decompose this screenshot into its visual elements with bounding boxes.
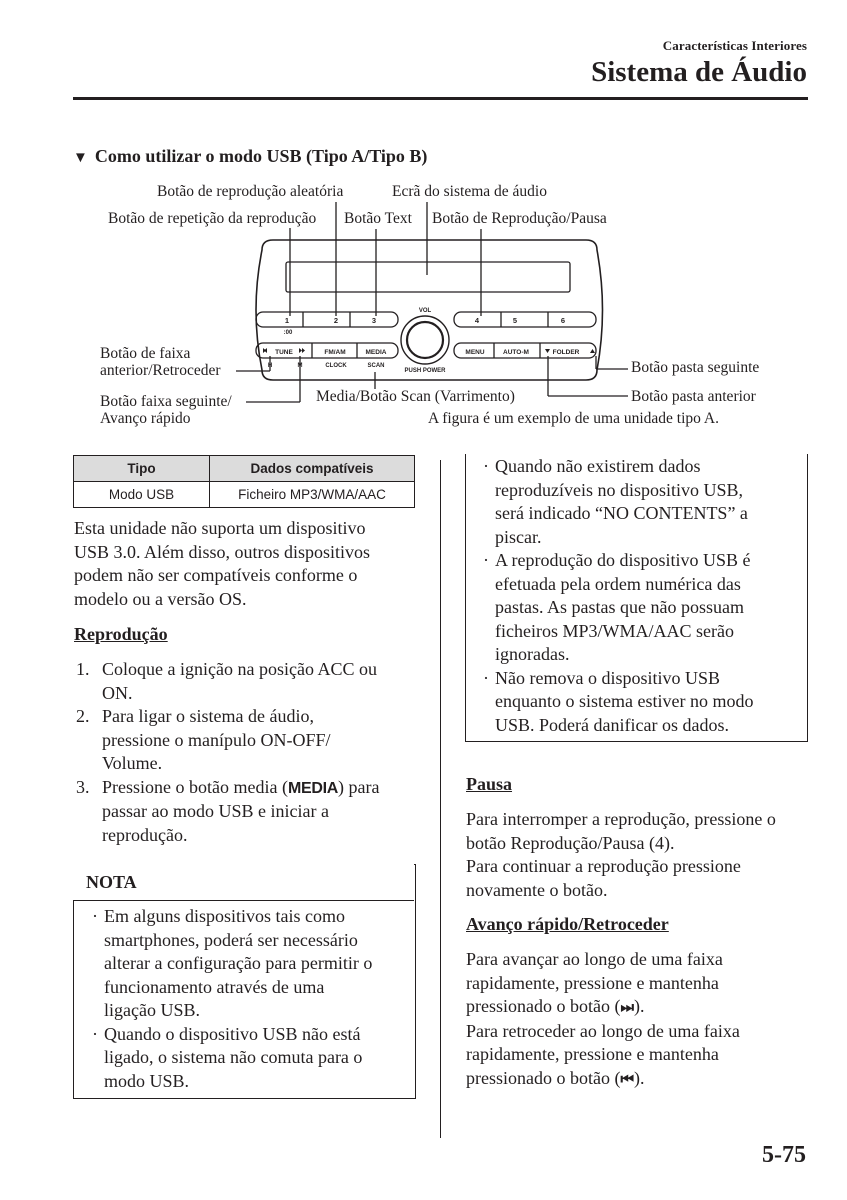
preset-sub-00: :00: [283, 330, 293, 336]
step-item: [74, 658, 419, 705]
next-track-icon: [299, 348, 302, 353]
step-item: [74, 776, 419, 848]
intro-line: Esta unidade não suporta um dispositivo: [74, 518, 366, 538]
clock-label: CLOCK: [325, 363, 347, 369]
table-header: Dados compatíveis: [210, 456, 415, 482]
nota-line: modo USB.: [104, 1070, 190, 1091]
bullet-dot: ·: [483, 550, 489, 570]
pausa-line: Para continuar a reprodução pressione: [466, 856, 741, 876]
nota-line: efetuada pela ordem numérica das: [495, 573, 741, 594]
label-text: Botão Text: [344, 210, 412, 227]
unit-display: [286, 262, 570, 292]
table-header-row: [74, 456, 415, 482]
label-next-folder: Botão pasta seguinte: [631, 359, 760, 376]
section-title-text: Como utilizar o modo USB (Tipo A/Tipo B): [94, 146, 428, 166]
step-text: ) para: [338, 776, 380, 797]
nota-title: NOTA: [86, 872, 137, 892]
nota-line: Quando o dispositivo USB não está: [104, 1023, 361, 1044]
figure-caption: A figura é um exemplo de uma unidade tipo A.: [428, 410, 719, 427]
nota-line: piscar.: [495, 526, 542, 547]
nota-line: A reprodução do dispositivo USB é: [495, 550, 751, 570]
scan-label: SCAN: [367, 363, 385, 369]
volume-knob: [401, 316, 449, 364]
push-power-label: PUSH POWER: [404, 368, 446, 374]
avanco-line: Para retroceder ao longo de uma faixa: [466, 1020, 740, 1041]
tune-button-label: TUNE: [275, 349, 293, 356]
table-row: [74, 482, 415, 508]
table-cell: Modo USB: [74, 482, 210, 508]
page-number: 5-75: [762, 1142, 806, 1168]
nota-line: Não remova o dispositivo USB: [495, 667, 720, 688]
folder-button-label: FOLDER: [552, 349, 580, 356]
nota-line: ficheiros MP3/WMA/AAC serão: [495, 620, 734, 641]
preset-3: 3: [371, 316, 377, 325]
label-next-track-2: Avanço rápido: [100, 410, 191, 427]
step-number: 2.: [76, 706, 90, 726]
nota-line: USB. Poderá danificar os dados.: [495, 714, 729, 735]
volume-knob-inner: [407, 322, 443, 358]
step-line: Para ligar o sistema de áudio,: [102, 706, 314, 726]
media-key-symbol: MEDIA: [287, 779, 339, 797]
pausa-paragraph: [466, 808, 811, 902]
step-line: passar ao modo USB e iniciar a: [102, 801, 329, 821]
avanco-paragraph: [466, 948, 811, 1091]
autom-button-label: AUTO-M: [503, 349, 529, 356]
nota-item: [83, 905, 413, 1023]
preset-row-left: [256, 312, 398, 327]
avanco-text: ).: [633, 1067, 645, 1088]
subheading-reproducao: Reprodução: [74, 624, 168, 644]
fmam-button-label: FM/AM: [324, 349, 346, 356]
nota-line: Quando não existirem dados: [495, 456, 701, 476]
pausa-line: Para interromper a reprodução, pressione o: [466, 809, 776, 829]
bullet-dot: ·: [92, 1023, 98, 1044]
preset-1: 1: [284, 316, 290, 325]
avanco-line: [466, 1067, 811, 1092]
pausa-line: botão Reprodução/Pausa (4).: [466, 832, 675, 853]
avanco-line: [466, 995, 811, 1020]
subheading-pausa: Pausa: [466, 774, 513, 794]
nota-line: Em alguns dispositivos tais como: [104, 906, 345, 926]
avanco-text: pressionado o botão (: [466, 996, 621, 1016]
nota-line: enquanto o sistema estiver no modo: [495, 691, 754, 711]
steps-list: [74, 658, 419, 847]
bullet-dot: ·: [92, 906, 98, 926]
subheading-avanco: Avanço rápido/Retroceder: [466, 914, 669, 934]
label-display: Ecrã do sistema de áudio: [392, 183, 547, 200]
step-item: [74, 705, 419, 776]
triangle-down-icon: ▼: [73, 150, 88, 166]
sub-m: M: [297, 363, 303, 369]
column-divider: [440, 460, 441, 1138]
fast-forward-icon: ⏭: [620, 998, 634, 1016]
nota-item: [474, 549, 806, 667]
label-shuffle: Botão de reprodução aleatória: [157, 183, 344, 200]
intro-paragraph: [74, 517, 419, 611]
folder-up-icon: [590, 349, 595, 353]
label-next-track-1: Botão faixa seguinte/: [100, 393, 232, 410]
intro-line: podem não ser compatíveis conforme o: [74, 565, 358, 585]
nota-item: [474, 455, 806, 549]
sub-h: H: [267, 363, 273, 369]
step-line: ON.: [102, 682, 133, 703]
nota-line: reproduzíveis no dispositivo USB,: [495, 479, 743, 500]
step-line: Coloque a ignição na posição ACC ou: [102, 659, 377, 679]
intro-line: modelo ou a versão OS.: [74, 588, 247, 609]
nota-line: será indicado “NO CONTENTS” a: [495, 503, 748, 523]
step-number: 1.: [76, 659, 90, 679]
nota-line: ignoradas.: [495, 644, 570, 664]
step-line: Volume.: [102, 753, 163, 773]
nota-line: alterar a configuração para permitir o: [104, 953, 373, 973]
preset-2: 2: [333, 316, 339, 325]
label-prev-track-1: Botão de faixa: [100, 345, 191, 362]
running-header-section: Características Interiores: [662, 38, 807, 53]
avanco-text: pressionado o botão (: [466, 1067, 621, 1088]
step-text: Pressione o botão media (: [102, 776, 288, 797]
label-media-scan: Media/Botão Scan (Varrimento): [316, 388, 515, 405]
label-repeat: Botão de repetição da reprodução: [108, 210, 317, 227]
pausa-line: novamente o botão.: [466, 879, 608, 900]
compat-table: [73, 455, 415, 508]
nota-line: ligação USB.: [104, 1000, 200, 1020]
nota-item: [83, 1023, 413, 1094]
label-play-pause: Botão de Reprodução/Pausa: [432, 210, 607, 227]
nota-item: [474, 667, 806, 738]
bullet-dot: ·: [483, 667, 489, 688]
nota-continuation-list: [474, 455, 806, 737]
preset-6: 6: [560, 316, 566, 325]
media-button-label: MEDIA: [365, 349, 387, 356]
nota-line: funcionamento através de uma: [104, 976, 325, 997]
avanco-line: rapidamente, pressione e mantenha: [466, 1044, 719, 1064]
preset-4: 4: [474, 316, 480, 325]
rewind-icon: ⏮: [620, 1069, 634, 1088]
avanco-line: rapidamente, pressione e mantenha: [466, 972, 719, 993]
step-line: reprodução.: [102, 824, 188, 845]
step-line: [102, 776, 419, 801]
menu-button-label: MENU: [465, 349, 485, 356]
avanco-text: ).: [633, 996, 645, 1016]
nota-list: [83, 905, 413, 1093]
step-number: 3.: [76, 776, 90, 797]
bullet-dot: ·: [483, 456, 489, 476]
vol-label: VOL: [418, 308, 432, 314]
step-line: pressione o manípulo ON-OFF/: [102, 729, 331, 750]
nota-line: pastas. As pastas que não possuam: [495, 597, 744, 617]
audio-unit-diagram: [0, 0, 847, 440]
preset-5: 5: [512, 316, 518, 325]
label-prev-folder: Botão pasta anterior: [631, 388, 756, 405]
table-cell: Ficheiro MP3/WMA/AAC: [210, 482, 415, 508]
nota-line: smartphones, poderá ser necessário: [104, 929, 358, 950]
table-header: Tipo: [74, 456, 210, 482]
nota-line: ligado, o sistema não comuta para o: [104, 1047, 363, 1067]
folder-down-icon: [545, 349, 550, 353]
intro-line: USB 3.0. Além disso, outros dispositivos: [74, 541, 371, 562]
page-title: Sistema de Áudio: [591, 56, 807, 88]
avanco-line: Para avançar ao longo de uma faixa: [466, 949, 723, 969]
label-prev-track-2: anterior/Retroceder: [100, 362, 221, 379]
